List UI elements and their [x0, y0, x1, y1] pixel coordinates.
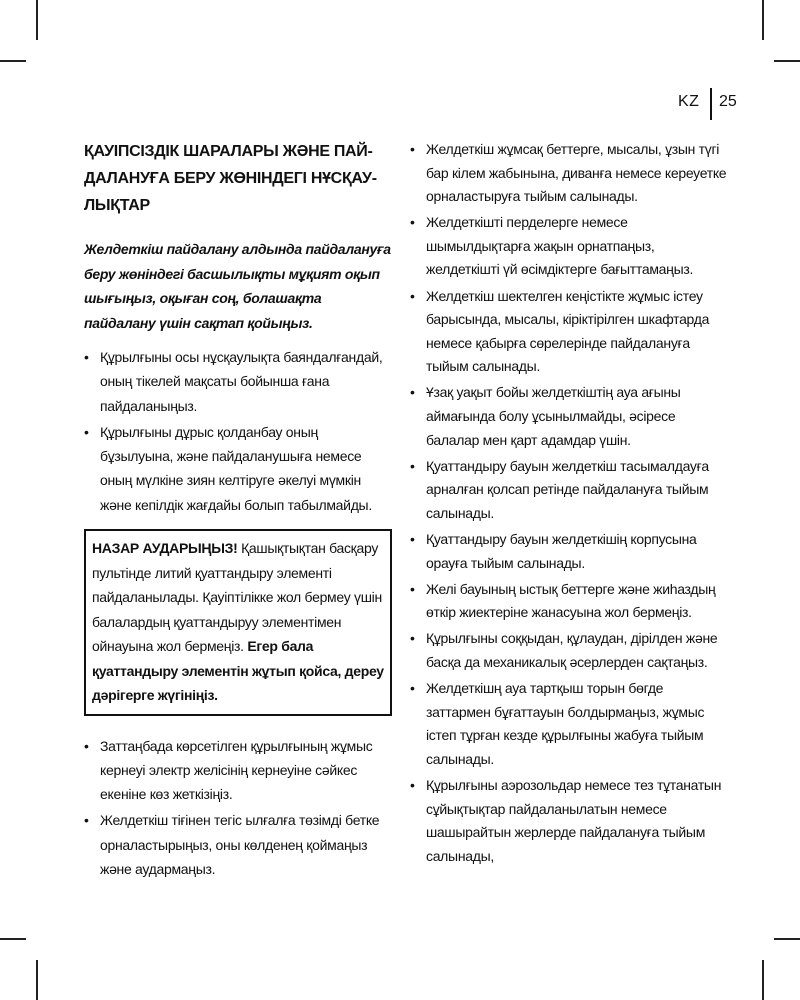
list-item	[84, 734, 392, 807]
list-item-text: Құрылғыны осы нұсқаулықта баяндалғандай, оның тікелей мақсаты бойынша ғана пайдаланыңыз.	[100, 349, 383, 414]
warning-body: Қашықтықтан басқару пультінде литий қуаттандыру элементі пайдаланылады. Қауіптілікке жол бермеу үшін балалардың қуаттандыруу элементімен ойнауына жол бермеңіз.	[92, 540, 382, 655]
section-title: ҚАУІПСІЗДІК ШАРАЛАРЫ ЖӘНЕ ПАЙ-ДАЛАНУҒА БЕРУ ЖӨНІНДЕГІ НҰСҚАУ-ЛЫҚТАР	[84, 143, 377, 214]
language-code: KZ	[678, 93, 700, 110]
list-item	[84, 345, 392, 418]
list-item	[410, 455, 728, 526]
crop-mark-top-right-v	[762, 0, 764, 40]
left-column	[84, 138, 392, 883]
list-item	[410, 211, 728, 282]
bullet-icon: •	[410, 287, 415, 304]
list-item-text: Желдеткіш тіғінен тегіс ылғалға төзімді бетке орналастырыңыз, оны көлденең қоймаңыз және аудармаңыз.	[100, 812, 380, 878]
list-item-text: Құрылғыны соққыдан, құлаудан, дірілден және басқа да механикалық әсерлерден сақтаңыз.	[426, 630, 718, 670]
bullet-icon: •	[410, 214, 415, 231]
bullet-icon: •	[410, 531, 415, 547]
list-item	[84, 808, 392, 881]
page-number: 25	[719, 93, 737, 110]
list-item-text: Заттаңбада көрсетілген құрылғының жұмыс кернеуі электр желісінің кернеуіне сәйкес екеніне көз жеткізіңіз.	[100, 737, 373, 803]
list-item	[410, 578, 728, 625]
crop-mark-top-left-h	[0, 60, 26, 62]
list-item-text: Ұзақ уақыт бойы желдеткіштің ауа ағыны аймағында болу ұсынылмайды, әсіресе балалар мен қарт адамдар үшін.	[426, 384, 681, 448]
list-item	[410, 677, 728, 771]
bullet-icon: •	[410, 580, 415, 597]
list-item	[84, 420, 392, 517]
list-item-text: Желдеткішті перделерге немесе шымылдықтарға жақын орнатпаңыз, желдеткішті үй өсімдіктерге бағыттамаңыз.	[426, 214, 694, 278]
header-divider	[710, 88, 712, 120]
list-item	[410, 627, 728, 674]
list-item-text: Желі бауының ыстық беттерге және жиһаздың өткір жиектеріне жанасуына жол бермеңіз.	[426, 580, 716, 621]
list-item-text: Желдеткіш шектелген кеңістікте жұмыс істеу барысында, мысалы, кіріктірілген шкафтарда немесе қабырға сөрелерінде пайдалануға тыйым салынады.	[426, 287, 710, 375]
crop-mark-top-right-h	[774, 60, 800, 62]
list-item	[410, 774, 728, 868]
bullet-icon: •	[84, 812, 89, 829]
bullet-icon: •	[410, 630, 415, 647]
intro-paragraph: Желдеткіш пайдалану алдында пайдалануға беру жөніндегі басшылықты мұқият оқып шығыңыз, оқыған соң, болашақта пайдалану үшін сақтап қойыңыз.	[84, 241, 391, 331]
crop-mark-bottom-left-v	[36, 960, 38, 1000]
crop-mark-bottom-right-v	[762, 960, 764, 1000]
warning-heading: НАЗАР АУДАРЫҢЫЗ!	[92, 540, 238, 557]
crop-mark-top-left-v	[36, 0, 38, 40]
list-item-text: Желдеткішң ауа тартқыш торын бөгде заттармен бұғаттауын болдырмаңыз, жұмыс істеп тұрған кезде құрылғыны жабуға тыйым салынады.	[426, 680, 705, 767]
list-item	[410, 381, 728, 452]
list-item	[410, 285, 728, 379]
crop-mark-bottom-left-h	[0, 938, 26, 940]
crop-mark-bottom-right-h	[774, 938, 800, 940]
right-column	[410, 138, 728, 871]
bullet-icon: •	[410, 141, 415, 157]
warning-emphasis: Егер бала қуаттандыру элементін жұтып қойса, дереу дәрігерге жүгініңіз.	[92, 638, 384, 704]
list-item	[410, 138, 728, 209]
warning-box	[84, 529, 392, 716]
page-header	[664, 88, 744, 118]
bullet-icon: •	[410, 680, 415, 697]
list-item-text: Құрылғыны аэрозольдар немесе тез тұтанатын сұйықтықтар пайдаланылатын немесе шашырайтын жерлерде пайдалануға тыйым салынады,	[426, 776, 722, 864]
bullet-list-bottom	[84, 734, 392, 882]
bullet-icon: •	[84, 737, 89, 754]
bullet-icon: •	[84, 423, 89, 440]
list-item-text: Қуаттандыру бауын желдеткішің корпусына орауға тыйым салынады.	[426, 531, 697, 571]
bullet-list-top	[84, 345, 392, 517]
list-item	[410, 528, 728, 575]
bullet-icon: •	[410, 457, 415, 474]
list-item-text: Желдеткіш жұмсақ беттерге, мысалы, ұзын түгі бар кілем жабынына, диванға немесе кереуетке орналастыруға тыйым салынады.	[426, 141, 727, 205]
bullet-icon: •	[410, 384, 415, 401]
list-item-text: Құрылғыны дұрыс қолданбау оның бұзылуына, және пайдаланушыға немесе оның мүлкіне зиян келтіруге әкелуі мүмкін және кепілдік жағдайы болып табылмайды.	[100, 423, 372, 513]
bullet-icon: •	[84, 349, 89, 365]
bullet-list-right	[410, 138, 728, 868]
list-item-text: Қуаттандыру бауын желдеткіш тасымалдауға арналған қолсап ретінде пайдалануға тыйым салынады.	[426, 457, 709, 521]
bullet-icon: •	[410, 776, 415, 793]
